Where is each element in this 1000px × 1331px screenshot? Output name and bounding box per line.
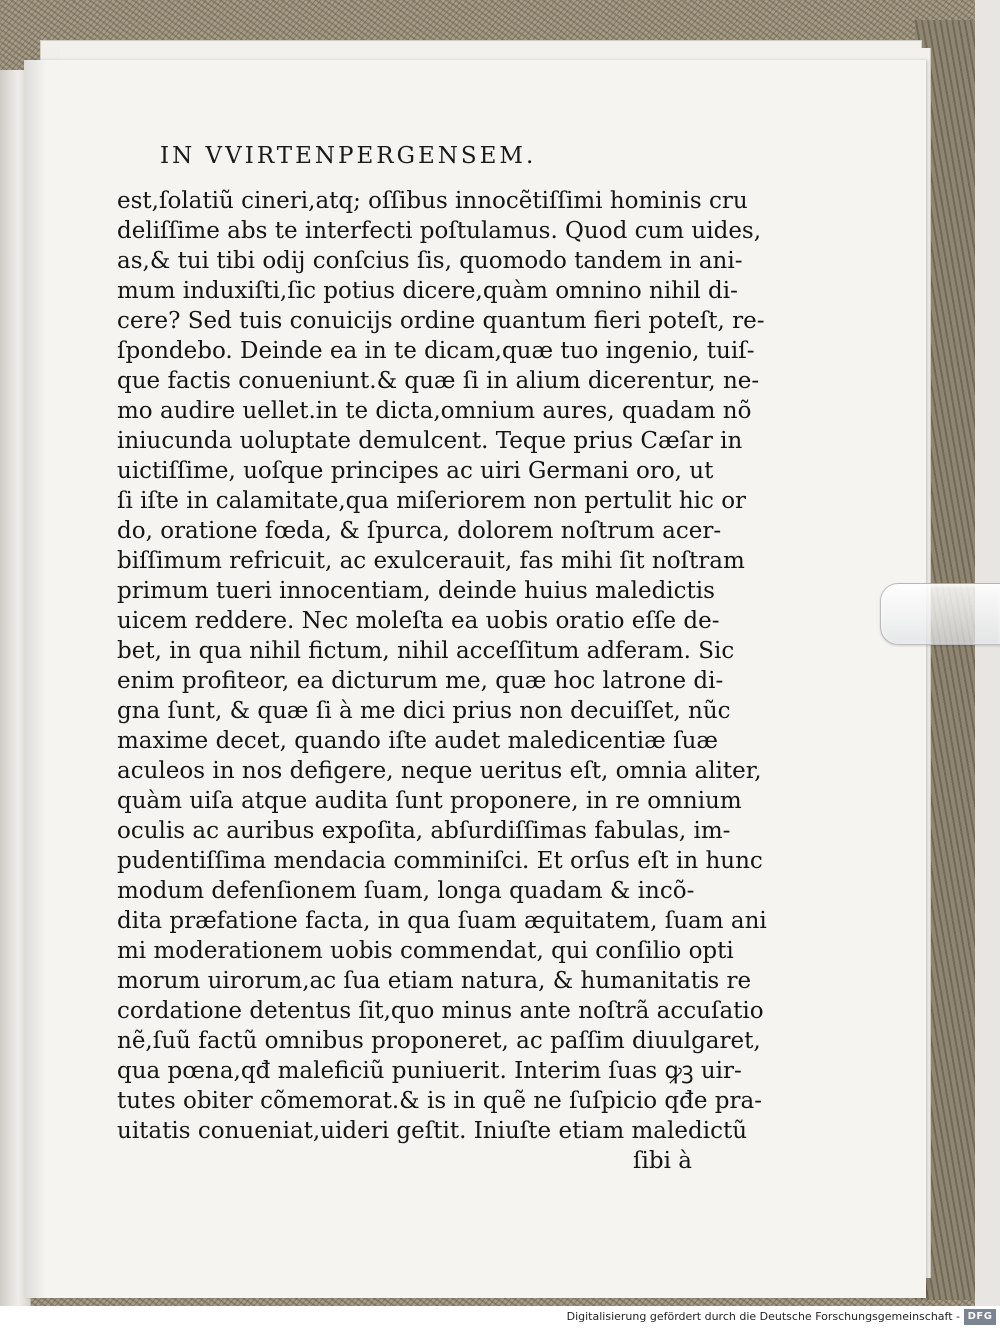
text-line: deliſſime abs te interfecti poſtulamus. Quod cum uides, — [117, 218, 762, 244]
footer-bar — [0, 1306, 1000, 1331]
text-line: biſſimum refricuit, ac exulcerauit, fas mihi ſit noſtram — [117, 548, 745, 574]
text-line: as,& tui tibi odij conſcius ſis, quomodo tandem in ani- — [117, 248, 743, 274]
text-line: uictiſſime, uoſque principes ac uiri Germani oro, ut — [117, 458, 714, 484]
text-line: est,ſolatiũ cineri,atq; oſſibus innocẽtiſſimi hominis cru — [117, 188, 748, 214]
text-line: ſpondebo. Deinde ea in te dicam,quæ tuo ingenio, tuiſ- — [117, 338, 755, 364]
text-line: modum defenſionem ſuam, longa quadam & incõ- — [117, 878, 695, 904]
text-line: mo audire uellet.in te dicta,omnium aures, quadam nõ — [117, 398, 752, 424]
text-line: maxime decet, quando iſte audet maledicentiæ ſuæ — [117, 728, 719, 754]
page-body — [117, 186, 767, 1176]
text-line: oculis ac auribus expoſita, abſurdiſſimas fabulas, im- — [117, 818, 731, 844]
text-line: cere? Sed tuis conuicijs ordine quantum fieri poteſt, re- — [117, 308, 765, 334]
text-line: uitatis conueniat,uideri geſtit. Iniuſte etiam maledictũ — [117, 1118, 748, 1144]
text-line: aculeos in nos defigere, neque ueritus eſt, omnia aliter, — [117, 758, 762, 784]
text-line: quàm uiſa atque audita ſunt proponere, in re omnium — [117, 788, 742, 814]
text-line: morum uirorum,ac ſua etiam natura, & humanitatis re — [117, 968, 752, 994]
text-line: dita præfatione facta, in qua ſuam æquitatem, ſuam ani — [117, 908, 767, 934]
text-line: nẽ,ſuũ factũ omnibus proponeret, ac paſſim diuulgaret, — [117, 1028, 761, 1054]
text-line: bet, in qua nihil fictum, nihil acceſſitum adferam. Sic — [117, 638, 735, 664]
text-line: uicem reddere. Nec moleſta ea uobis oratio eſſe de- — [117, 608, 720, 634]
text-line: iniucunda uoluptate demulcent. Teque prius Cæſar in — [117, 428, 743, 454]
text-line: que factis conueniunt.& quæ ſi in alium dicerentur, ne- — [117, 368, 760, 394]
text-line: mi moderationem uobis commendat, qui conſilio opti — [117, 938, 734, 964]
text-line: qua pœna,qđ maleficiũ puniuerit. Interim ſuas ꝙꝫ uir- — [117, 1058, 742, 1084]
text-line: tutes obiter cõmemorat.& is in quẽ ne ſuſpicio qđe pra- — [117, 1088, 762, 1114]
text-line: cordatione detentus ſit,quo minus ante noſtrã accuſatio — [117, 998, 764, 1024]
funding-credit: Digitalisierung gefördert durch die Deutsche Forschungsgemeinschaft - — [566, 1310, 960, 1323]
catchword: ſibi à — [633, 1148, 692, 1174]
text-line: primum tueri innocentiam, deinde huius maledictis — [117, 578, 715, 604]
text-line: mum induxiſti,ſic potius dicere,quàm omnino nihil di- — [117, 278, 738, 304]
running-head: IN VVIRTENPERGENSEM. — [160, 143, 537, 169]
text-line: gna ſunt, & quæ ſi à me dici prius non decuiſſet, nũc — [117, 698, 731, 724]
plastic-bookmark-tab — [880, 583, 1000, 645]
dfg-logo: DFG — [964, 1309, 996, 1325]
text-line: enim profiteor, ea dicturum me, quæ hoc latrone di- — [117, 668, 724, 694]
text-line: ſi iſte in calamitate,qua miſeriorem non pertulit hic or — [117, 488, 747, 514]
text-line: do, oratione fœda, & ſpurca, dolorem noſtrum acer- — [117, 518, 722, 544]
text-line: pudentiſſima mendacia comminiſci. Et orſus eſt in hunc — [117, 848, 763, 874]
